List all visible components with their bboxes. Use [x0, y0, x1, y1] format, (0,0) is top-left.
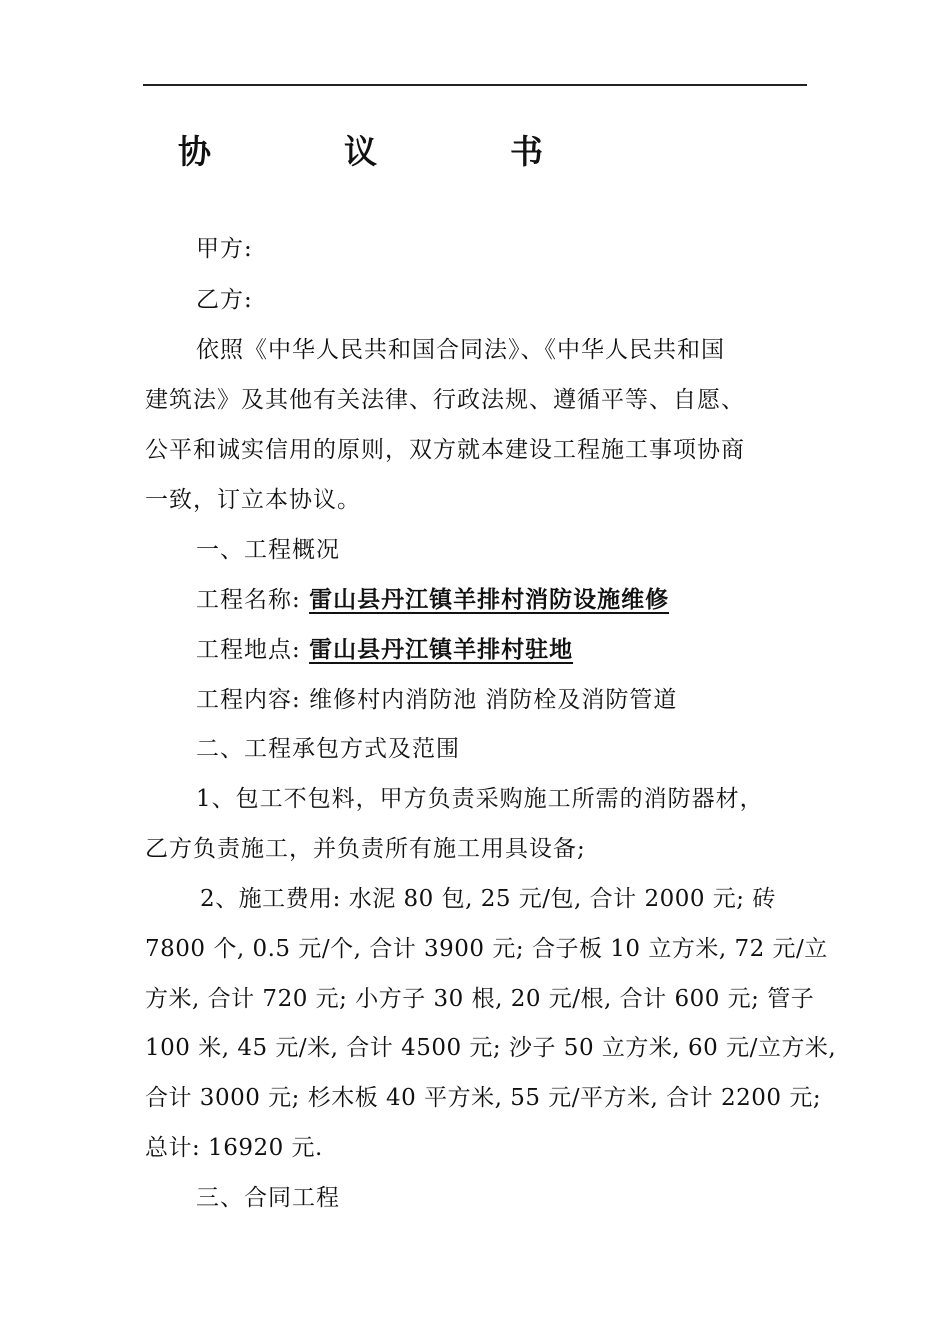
project-name-row — [196, 585, 809, 615]
preamble-line-3: 公平和诚实信用的原则，双方就本建设工程施工事项协商 — [145, 437, 745, 463]
document-title: 协 议 书 — [178, 132, 593, 171]
item-1-line-1: 1、包工不包料，甲方负责采购施工所需的消防器材， — [196, 786, 764, 812]
item-2-line-4: 100 米, 45 元/米, 合计 4500 元; 沙子 50 立方米, 60 元/立方米, — [145, 1035, 837, 1061]
section-3-heading: 三、合同工程 — [196, 1185, 340, 1211]
project-location-row — [196, 635, 809, 665]
item-2-line-3: 方米, 合计 720 元; 小方子 30 根, 20 元/根, 合计 600 元; 管子 — [145, 986, 815, 1012]
party-b-label: 乙方: — [196, 287, 253, 313]
header-rule — [143, 84, 807, 86]
preamble-line-1: 依照《中华人民共和国合同法》、《中华人民共和国 — [196, 337, 725, 363]
item-1-line-2: 乙方负责施工，并负责所有施工用具设备; — [145, 836, 586, 862]
preamble-line-2: 建筑法》及其他有关法律、行政法规、遵循平等、自愿、 — [145, 387, 745, 413]
preamble-line-4: 一致，订立本协议。 — [145, 487, 361, 513]
section-2-heading: 二、工程承包方式及范围 — [196, 736, 460, 762]
item-2-line-6: 总计: 16920 元. — [145, 1135, 323, 1161]
item-2-line-5: 合计 3000 元; 杉木板 40 平方米, 55 元/平方米, 合计 2200 元; — [145, 1085, 822, 1111]
project-name-value: 雷山县丹江镇羊排村消防设施维修 — [309, 586, 670, 613]
party-a-label: 甲方: — [196, 236, 253, 262]
item-2-line-2: 7800 个, 0.5 元/个, 合计 3900 元; 合子板 10 立方米, 72 元/立 — [145, 936, 828, 962]
item-2-line-1: 2、施工费用: 水泥 80 包, 25 元/包, 合计 2000 元; 砖 — [200, 886, 776, 912]
section-1-heading: 一、工程概况 — [196, 537, 340, 563]
project-content-row — [196, 685, 809, 715]
project-name-label: 工程名称: — [196, 587, 301, 613]
project-location-value: 雷山县丹江镇羊排村驻地 — [309, 636, 574, 663]
project-location-label: 工程地点: — [196, 637, 301, 663]
project-content-label: 工程内容: — [196, 687, 301, 713]
project-content-value: 维修村内消防池 消防栓及消防管道 — [309, 687, 678, 713]
